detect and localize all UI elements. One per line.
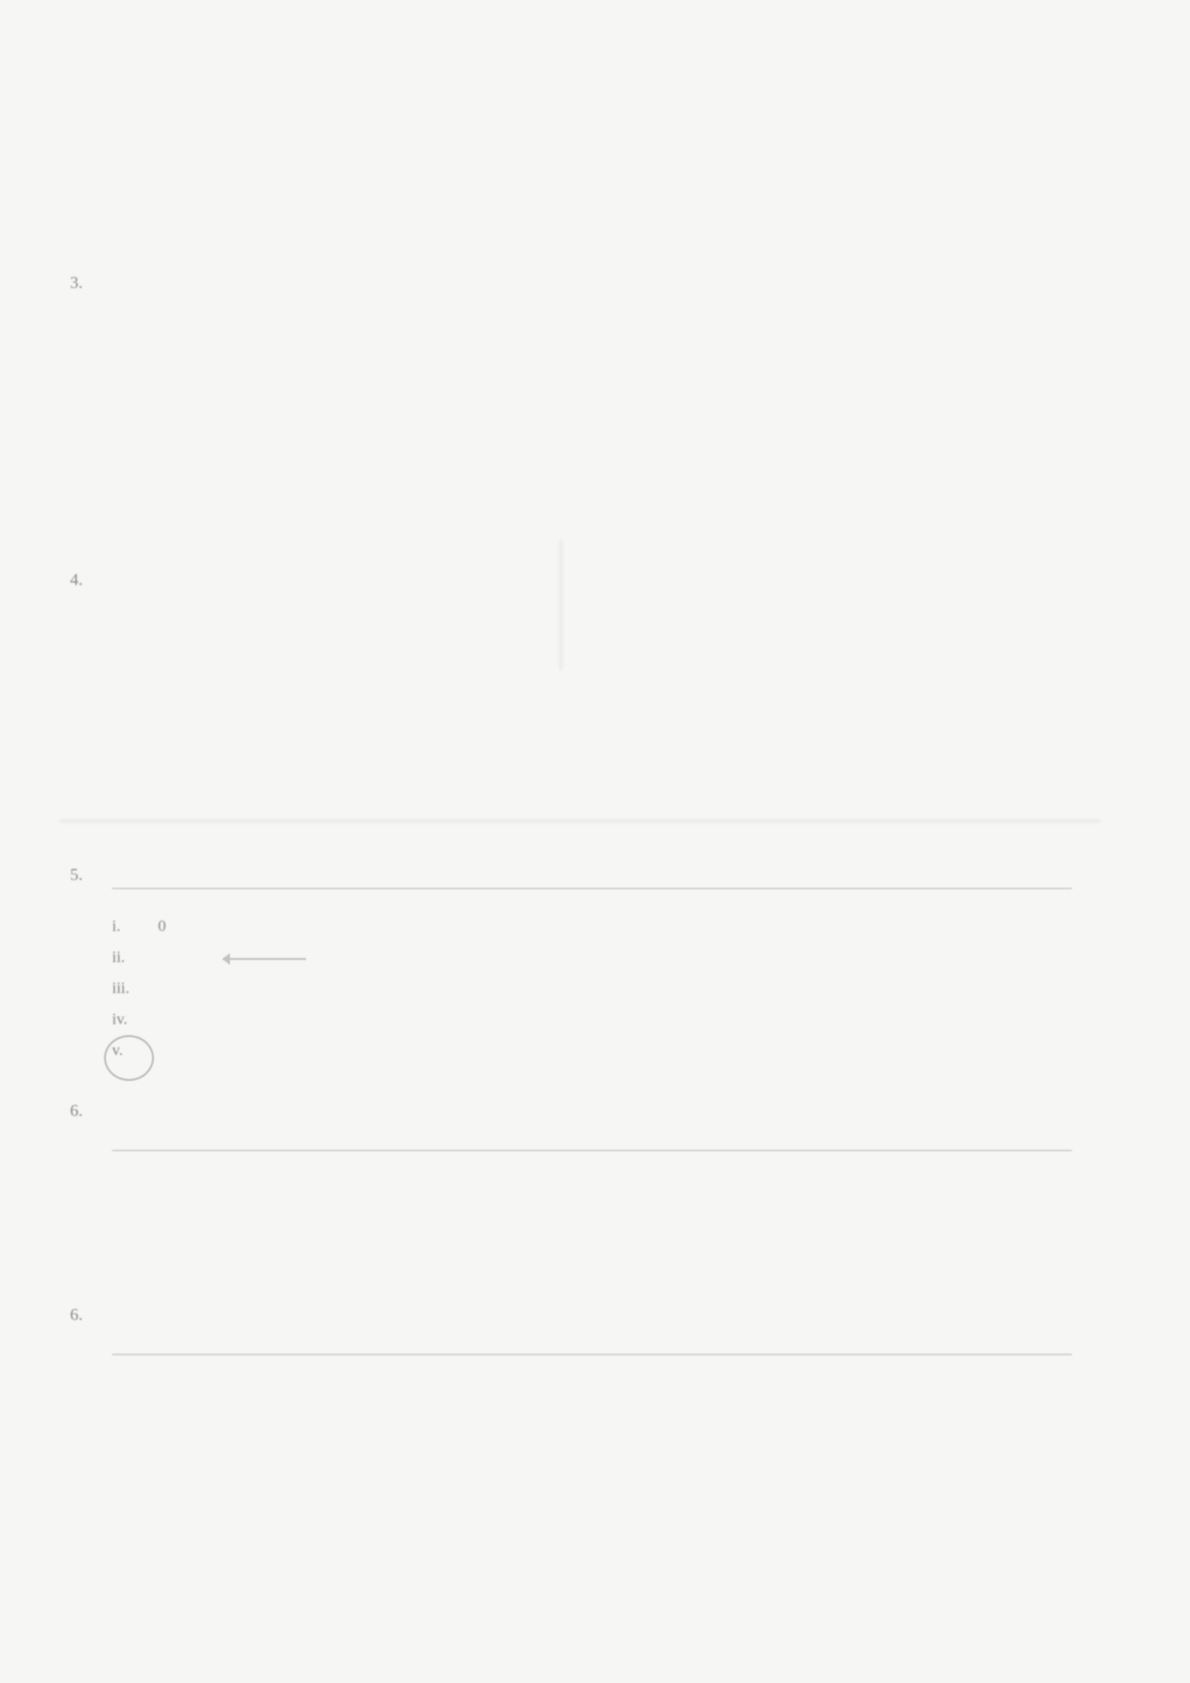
question-text (112, 1302, 1072, 1355)
option-numeral: i. (112, 918, 121, 935)
option-numeral: iii. (112, 980, 130, 997)
option-numeral: ii. (112, 949, 125, 966)
question-text (112, 567, 1102, 619)
question-number: 3. (70, 273, 83, 292)
page-title (340, 214, 840, 236)
question-number: 6. (70, 1101, 83, 1120)
question-text (112, 270, 1102, 322)
option-numeral: iv. (112, 1011, 128, 1028)
question-text (112, 862, 1072, 889)
option-value: 0 (158, 918, 166, 935)
option-numeral: v. (112, 1042, 123, 1059)
question-text (112, 1098, 1072, 1151)
handwritten-arrow-mark (226, 958, 306, 960)
question-number: 6. (70, 1305, 83, 1324)
question-number: 5. (70, 865, 83, 884)
scan-smudge (60, 820, 1100, 822)
handwritten-circle-mark (104, 1035, 154, 1081)
question-number: 4. (70, 570, 83, 589)
